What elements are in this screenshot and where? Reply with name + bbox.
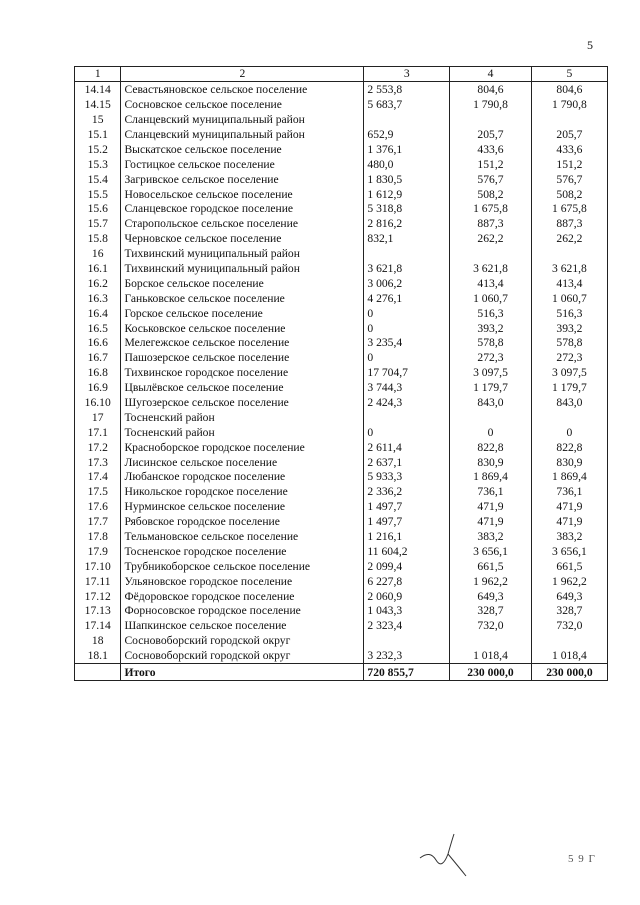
row-number: 17.11 [75, 573, 121, 588]
row-name: Форносовское городское поселение [121, 603, 364, 618]
col4-value: 578,8 [450, 335, 532, 350]
col5-value: 1 060,7 [531, 290, 607, 305]
col5-value: 3 621,8 [531, 261, 607, 276]
col5-value: 151,2 [531, 156, 607, 171]
table-row [75, 231, 608, 246]
row-name: Черновское сельское поселение [121, 231, 364, 246]
col5-value: 0 [531, 424, 607, 439]
row-number: 16.5 [75, 320, 121, 335]
table-row [75, 171, 608, 186]
col5-value: 822,8 [531, 439, 607, 454]
col3-value: 652,9 [364, 127, 450, 142]
col3-value: 1 043,3 [364, 603, 450, 618]
row-number: 17.6 [75, 499, 121, 514]
col5-value: 393,2 [531, 320, 607, 335]
col5-value: 3 097,5 [531, 365, 607, 380]
col3-value: 3 [364, 67, 450, 82]
col5-value: 205,7 [531, 127, 607, 142]
col5-value: 830,9 [531, 454, 607, 469]
col3-value: 5 683,7 [364, 97, 450, 112]
row-number: 16 [75, 246, 121, 261]
col3-value: 3 006,2 [364, 276, 450, 291]
col4-value: 732,0 [450, 618, 532, 633]
col4-value: 393,2 [450, 320, 532, 335]
row-number: 16.6 [75, 335, 121, 350]
col3-value: 720 855,7 [364, 663, 450, 680]
row-name: Тосненский район [121, 424, 364, 439]
row-number: 15.7 [75, 216, 121, 231]
col4-value: 843,0 [450, 395, 532, 410]
row-name: Тельмановское сельское поселение [121, 529, 364, 544]
row-number: 16.2 [75, 276, 121, 291]
row-name: Новосельское сельское поселение [121, 186, 364, 201]
table-total-row [75, 663, 608, 680]
row-number: 15.1 [75, 127, 121, 142]
col5-value: 1 962,2 [531, 573, 607, 588]
col5-value: 508,2 [531, 186, 607, 201]
col3-value: 2 816,2 [364, 216, 450, 231]
table-row [75, 484, 608, 499]
row-number: 17.9 [75, 544, 121, 559]
table-row [75, 454, 608, 469]
row-number: 15.8 [75, 231, 121, 246]
col3-value: 3 235,4 [364, 335, 450, 350]
table-row [75, 588, 608, 603]
col5-value: 576,7 [531, 171, 607, 186]
col5-value: 1 675,8 [531, 201, 607, 216]
col4-value: 413,4 [450, 276, 532, 291]
col5-value: 262,2 [531, 231, 607, 246]
row-number: 15.2 [75, 142, 121, 157]
col3-value: 2 611,4 [364, 439, 450, 454]
col3-value [364, 112, 450, 127]
row-number: 16.10 [75, 395, 121, 410]
row-name: Борское сельское поселение [121, 276, 364, 291]
col4-value [450, 410, 532, 425]
col5-value: 433,6 [531, 142, 607, 157]
table-row [75, 514, 608, 529]
table-row [75, 544, 608, 559]
col3-value: 1 216,1 [364, 529, 450, 544]
table-row [75, 439, 608, 454]
col4-value: 516,3 [450, 305, 532, 320]
row-number: 15.5 [75, 186, 121, 201]
col4-value: 649,3 [450, 588, 532, 603]
col4-value: 471,9 [450, 499, 532, 514]
col4-value: 230 000,0 [450, 663, 532, 680]
col4-value: 830,9 [450, 454, 532, 469]
col4-value: 736,1 [450, 484, 532, 499]
table-row [75, 186, 608, 201]
col5-value: 471,9 [531, 499, 607, 514]
col4-value: 1 790,8 [450, 97, 532, 112]
col3-value: 832,1 [364, 231, 450, 246]
row-number: 14.14 [75, 82, 121, 97]
col4-value [450, 246, 532, 261]
col4-value: 1 018,4 [450, 648, 532, 663]
row-number [75, 663, 121, 680]
table-row [75, 603, 608, 618]
col5-value: 328,7 [531, 603, 607, 618]
row-name: Сланцевское городское поселение [121, 201, 364, 216]
row-name: Рябовское городское поселение [121, 514, 364, 529]
row-name: Цвылёвское сельское поселение [121, 380, 364, 395]
row-number: 16.9 [75, 380, 121, 395]
table-row [75, 380, 608, 395]
col5-value: 843,0 [531, 395, 607, 410]
col4-value [450, 633, 532, 648]
col4-value: 3 097,5 [450, 365, 532, 380]
row-name: Выскатское сельское поселение [121, 142, 364, 157]
row-name: Пашозерское сельское поселение [121, 350, 364, 365]
row-name: Горское сельское поселение [121, 305, 364, 320]
row-name: Старопольское сельское поселение [121, 216, 364, 231]
row-name: Ульяновское городское поселение [121, 573, 364, 588]
row-name: Фёдоровское городское поселение [121, 588, 364, 603]
col5-value: 3 656,1 [531, 544, 607, 559]
col4-value: 804,6 [450, 82, 532, 97]
table-row [75, 246, 608, 261]
row-name: Коськовское сельское поселение [121, 320, 364, 335]
table-header-row [75, 67, 608, 82]
row-name: Тихвинский муниципальный район [121, 261, 364, 276]
table-row [75, 529, 608, 544]
col3-value: 1 376,1 [364, 142, 450, 157]
col5-value: 272,3 [531, 350, 607, 365]
row-number: 17 [75, 410, 121, 425]
col5-value: 649,3 [531, 588, 607, 603]
col4-value: 661,5 [450, 559, 532, 574]
col4-value: 1 962,2 [450, 573, 532, 588]
handwritten-signature [418, 830, 478, 880]
col3-value: 4 276,1 [364, 290, 450, 305]
table-row [75, 320, 608, 335]
col3-value: 1 612,9 [364, 186, 450, 201]
col3-value: 0 [364, 320, 450, 335]
table-row [75, 559, 608, 574]
row-number: 15.3 [75, 156, 121, 171]
col4-value: 383,2 [450, 529, 532, 544]
table-row [75, 499, 608, 514]
table-row [75, 276, 608, 291]
table-row [75, 261, 608, 276]
col5-value: 383,2 [531, 529, 607, 544]
row-name: Шапкинское сельское поселение [121, 618, 364, 633]
col3-value: 2 553,8 [364, 82, 450, 97]
row-name: Севастьяновское сельское поселение [121, 82, 364, 97]
col5-value: 1 018,4 [531, 648, 607, 663]
col3-value: 2 637,1 [364, 454, 450, 469]
table-row [75, 305, 608, 320]
col4-value: 1 060,7 [450, 290, 532, 305]
table-row [75, 290, 608, 305]
row-number: 17.10 [75, 559, 121, 574]
row-name: Красноборское городское поселение [121, 439, 364, 454]
table-row [75, 573, 608, 588]
col5-value: 5 [531, 67, 607, 82]
col4-value: 1 179,7 [450, 380, 532, 395]
col3-value: 0 [364, 424, 450, 439]
col4-value: 3 621,8 [450, 261, 532, 276]
row-number: 18 [75, 633, 121, 648]
table-row [75, 618, 608, 633]
col4-value: 262,2 [450, 231, 532, 246]
col4-value: 272,3 [450, 350, 532, 365]
col5-value: 516,3 [531, 305, 607, 320]
col4-value: 328,7 [450, 603, 532, 618]
page-number: 5 [587, 38, 593, 52]
col4-value: 1 675,8 [450, 201, 532, 216]
col4-value: 887,3 [450, 216, 532, 231]
col5-value: 661,5 [531, 559, 607, 574]
row-name: Ганьковское сельское поселение [121, 290, 364, 305]
row-name: Тосненское городское поселение [121, 544, 364, 559]
col4-value: 3 656,1 [450, 544, 532, 559]
row-number: 16.4 [75, 305, 121, 320]
col3-value: 1 830,5 [364, 171, 450, 186]
col3-value: 3 621,8 [364, 261, 450, 276]
row-number: 17.7 [75, 514, 121, 529]
row-number: 16.3 [75, 290, 121, 305]
row-number: 17.3 [75, 454, 121, 469]
row-number: 17.4 [75, 469, 121, 484]
col4-value: 433,6 [450, 142, 532, 157]
col3-value: 0 [364, 350, 450, 365]
row-number: 15.4 [75, 171, 121, 186]
col3-value: 11 604,2 [364, 544, 450, 559]
table-row [75, 410, 608, 425]
col5-value: 736,1 [531, 484, 607, 499]
table-row [75, 335, 608, 350]
row-number: 17.8 [75, 529, 121, 544]
col5-value [531, 633, 607, 648]
row-name: Тихвинский муниципальный район [121, 246, 364, 261]
col3-value: 3 744,3 [364, 380, 450, 395]
col4-value: 471,9 [450, 514, 532, 529]
col3-value: 2 424,3 [364, 395, 450, 410]
col3-value: 1 497,7 [364, 514, 450, 529]
row-number: 17.1 [75, 424, 121, 439]
table-row [75, 469, 608, 484]
table-row [75, 216, 608, 231]
col4-value: 0 [450, 424, 532, 439]
row-name: Любанское городское поселение [121, 469, 364, 484]
row-name: Тихвинское городское поселение [121, 365, 364, 380]
row-name: Сосновское сельское поселение [121, 97, 364, 112]
col3-value [364, 633, 450, 648]
row-name: Загривское сельское поселение [121, 171, 364, 186]
row-number: 17.12 [75, 588, 121, 603]
row-name: Трубникоборское сельское поселение [121, 559, 364, 574]
table-row [75, 201, 608, 216]
table-row [75, 648, 608, 663]
row-number: 16.1 [75, 261, 121, 276]
col5-value: 230 000,0 [531, 663, 607, 680]
table-row [75, 112, 608, 127]
row-name: Сланцевский муниципальный район [121, 112, 364, 127]
col5-value: 887,3 [531, 216, 607, 231]
row-number: 17.5 [75, 484, 121, 499]
row-number: 17.2 [75, 439, 121, 454]
col4-value: 1 869,4 [450, 469, 532, 484]
row-name: Сланцевский муниципальный район [121, 127, 364, 142]
row-name: 2 [121, 67, 364, 82]
table-row [75, 142, 608, 157]
col5-value: 1 790,8 [531, 97, 607, 112]
row-name: Гостицкое сельское поселение [121, 156, 364, 171]
row-name: Шугозерское сельское поселение [121, 395, 364, 410]
col4-value: 822,8 [450, 439, 532, 454]
col3-value [364, 410, 450, 425]
row-name: Лисинское сельское поселение [121, 454, 364, 469]
row-number: 16.7 [75, 350, 121, 365]
col4-value: 508,2 [450, 186, 532, 201]
col5-value [531, 410, 607, 425]
row-number: 16.8 [75, 365, 121, 380]
table-row [75, 127, 608, 142]
col4-value: 4 [450, 67, 532, 82]
row-name: Никольское городское поселение [121, 484, 364, 499]
col3-value: 0 [364, 305, 450, 320]
row-number: 15 [75, 112, 121, 127]
table-row [75, 350, 608, 365]
table-row [75, 156, 608, 171]
col5-value: 1 869,4 [531, 469, 607, 484]
row-name: Сосновоборский городской округ [121, 648, 364, 663]
col5-value: 1 179,7 [531, 380, 607, 395]
col5-value: 413,4 [531, 276, 607, 291]
col3-value: 1 497,7 [364, 499, 450, 514]
col3-value: 2 323,4 [364, 618, 450, 633]
row-name: Мелегежское сельское поселение [121, 335, 364, 350]
col3-value: 2 099,4 [364, 559, 450, 574]
col4-value: 205,7 [450, 127, 532, 142]
col3-value: 3 232,3 [364, 648, 450, 663]
table-row [75, 365, 608, 380]
col4-value: 151,2 [450, 156, 532, 171]
table-row [75, 395, 608, 410]
col3-value [364, 246, 450, 261]
col3-value: 17 704,7 [364, 365, 450, 380]
row-name: Сосновоборский городской округ [121, 633, 364, 648]
row-number: 18.1 [75, 648, 121, 663]
allocation-table [74, 66, 608, 681]
col3-value: 5 933,3 [364, 469, 450, 484]
col5-value: 578,8 [531, 335, 607, 350]
table-row [75, 633, 608, 648]
row-name: Нурминское сельское поселение [121, 499, 364, 514]
col3-value: 2 336,2 [364, 484, 450, 499]
col5-value: 804,6 [531, 82, 607, 97]
row-number: 1 [75, 67, 121, 82]
col3-value: 5 318,8 [364, 201, 450, 216]
row-number: 17.13 [75, 603, 121, 618]
col4-value: 576,7 [450, 171, 532, 186]
table-row [75, 424, 608, 439]
col5-value: 732,0 [531, 618, 607, 633]
col5-value: 471,9 [531, 514, 607, 529]
col3-value: 6 227,8 [364, 573, 450, 588]
col3-value: 2 060,9 [364, 588, 450, 603]
col4-value [450, 112, 532, 127]
table-row [75, 97, 608, 112]
row-number: 17.14 [75, 618, 121, 633]
col3-value: 480,0 [364, 156, 450, 171]
col5-value [531, 246, 607, 261]
row-name: Тосненский район [121, 410, 364, 425]
stamp-mark: 5 9 Г [568, 853, 596, 865]
row-number: 14.15 [75, 97, 121, 112]
row-name: Итого [121, 663, 364, 680]
row-number: 15.6 [75, 201, 121, 216]
col5-value [531, 112, 607, 127]
table-row [75, 82, 608, 97]
